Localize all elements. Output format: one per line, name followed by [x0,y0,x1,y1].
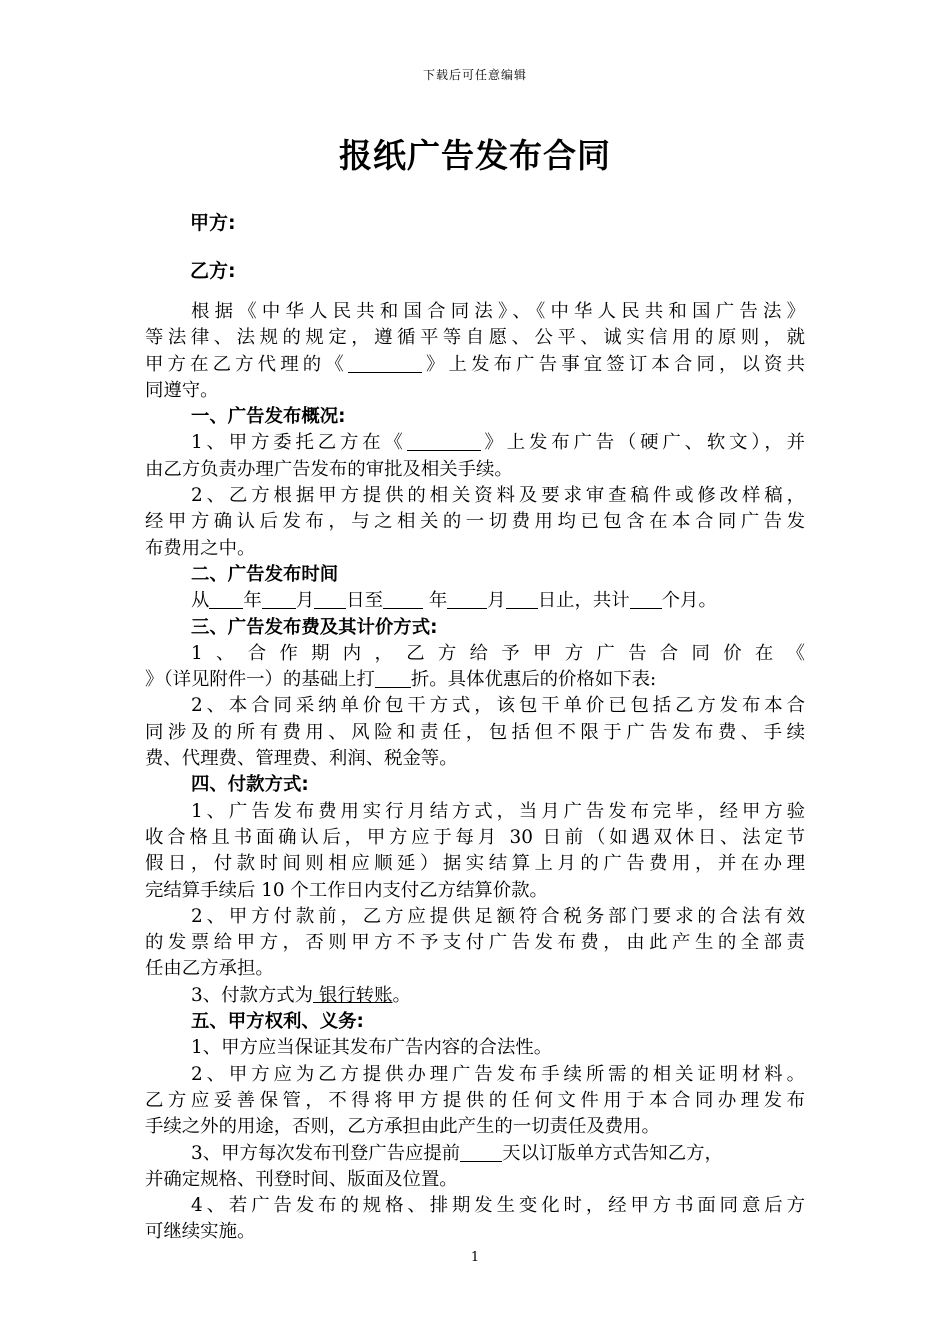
clause-line: 4、若广告发布的规格、排期发生变化时，经甲方书面同意后方 [191,1195,805,1217]
payment-method-value: 银行转账 [313,984,393,1006]
period-line [145,588,805,614]
clause-line [145,430,805,456]
clause-line [145,983,805,1009]
start-month-blank [262,590,296,609]
period-text: 年 [243,590,262,612]
period-text: 月 [295,590,315,612]
page-number: 1 [470,1250,480,1265]
clause-line: 的发票给甲方，否则甲方不予支付广告发布费，由此产生的全部责 [145,932,805,954]
period-text: 日至 [346,590,384,612]
clause-text: 》上发布广告（硬广、软文），并 [480,432,805,454]
clause-text: 3、甲方每次发布刊登广告应提前 [191,1142,461,1164]
clause-text: 天以订版单方式告知乙方， [502,1142,723,1164]
section-heading: 二、广告发布时间 [191,563,339,585]
newspaper-name-blank [407,432,481,451]
intro-text: 》上发布广告事宜签订本合同，以资共 [421,353,805,375]
section-heading: 一、广告发布概况: [191,406,346,428]
clause-line: 费、代理费、管理费、利润、税金等。 [145,748,458,770]
clause-line: 经甲方确认后发布，与之相关的一切费用均已包含在本合同广告发 [145,511,805,533]
clause-line: 2、甲方付款前，乙方应提供足额符合税务部门要求的合法有效 [191,905,805,927]
period-text: 年 [428,590,448,612]
intro-line: 同遵守。 [145,379,219,401]
intro-line: 根据《中华人民共和国合同法》、《中华人民共和国广告法》 [191,301,805,322]
period-text: 个月。 [661,590,717,612]
period-text: 日止，共计 [537,590,630,612]
clause-line: 手续之外的用途，否则，乙方承担由此产生的一切责任及费用。 [145,1116,660,1138]
clause-line: 乙方应妥善保管，不得将甲方提供的任何文件用于本合同办理发布 [145,1089,805,1111]
clause-line: 1、甲方应当保证其发布广告内容的合法性。 [191,1037,553,1059]
intro-line [145,352,805,378]
clause-line: 假日，付款时间则相应顺延）据实结算上月的广告费用，并在办理 [145,853,805,875]
end-day-blank [506,590,538,609]
clause-text: 1、甲方委托乙方在《 [191,432,407,454]
clause-line: 由乙方负责办理广告发布的审批及相关手续。 [145,458,513,480]
section-heading: 五、甲方权利、义务: [191,1011,364,1033]
clause-text: 。 [392,984,411,1006]
clause-line: 收合格且书面确认后，甲方应于每月 30 日前（如遇双休日、法定节 [145,826,805,848]
period-text: 月 [487,590,506,612]
document-title: 报纸广告发布合同 [339,136,611,175]
clause-line: 2、本合同采纳单价包干方式，该包干单价已包括乙方发布本合 [191,695,805,717]
party-b-label: 乙方: [190,260,236,282]
clause-line: 1、广告发布费用实行月结方式，当月广告发布完毕，经甲方验 [191,800,805,822]
clause-text: 折。具体优惠后的价格如下表: [410,669,657,691]
clause-line: 布费用之中。 [145,537,256,559]
total-months-blank [630,590,662,609]
intro-line: 等法律、法规的规定，遵循平等自愿、公平、诚实信用的原则，就 [145,327,805,349]
newspaper-name-blank [348,354,422,373]
header-note: 下载后可任意编辑 [422,68,527,82]
notice-days-blank [460,1143,502,1162]
period-text: 从 [191,590,210,612]
clause-line: 并确定规格、刊登时间、版面及位置。 [145,1168,458,1190]
clause-line: 可继续实施。 [145,1221,256,1243]
clause-line [145,1141,805,1167]
clause-line: 同涉及的所有费用、风险和责任，包括但不限于广告发布费、手续 [145,721,805,743]
clause-text: 》（详见附件一）的基础上打 [145,669,375,691]
end-year-blank [383,590,423,609]
clause-line: 2、甲方应为乙方提供办理广告发布手续所需的相关证明材料。 [191,1063,805,1085]
clause-line: 任由乙方承担。 [145,958,274,980]
clause-line: 完结算手续后 10 个工作日内支付乙方结算价款。 [145,879,548,901]
intro-text: 甲方在乙方代理的《 [145,353,348,375]
clause-line [145,667,805,693]
section-heading: 三、广告发布费及其计价方式: [191,616,438,638]
clause-text: 3、付款方式为 [191,984,314,1006]
end-month-blank [447,590,487,609]
start-day-blank [314,590,346,609]
contract-body [145,299,805,1246]
party-a-label: 甲方: [190,212,236,234]
clause-line: 1、合作期内，乙方给予甲方广告合同价在《 [191,642,805,664]
start-year-blank [209,590,243,609]
clause-line: 2、乙方根据甲方提供的相关资料及要求审查稿件或修改样稿， [191,485,805,507]
discount-blank [375,669,411,688]
section-heading: 四、付款方式: [191,774,309,796]
